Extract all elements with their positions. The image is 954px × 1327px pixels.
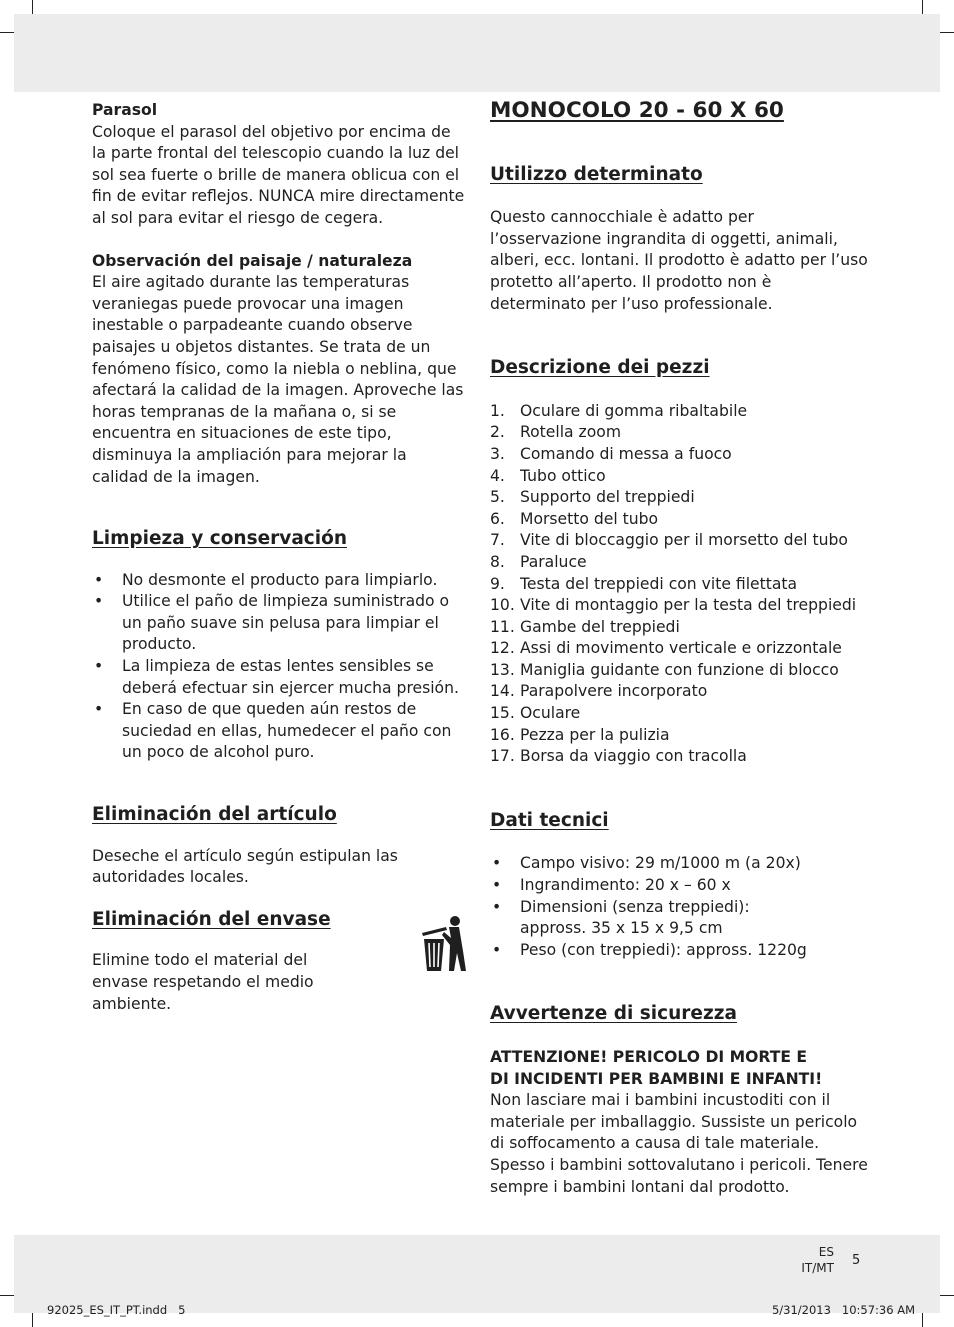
right-column xyxy=(490,100,870,1198)
safety-heading: Avvertenze di sicurezza xyxy=(490,1003,737,1025)
parasol-heading: Parasol xyxy=(92,101,158,119)
parasol-text: Coloque el parasol del objetivo por encima de la parte frontal del telescopio cuando la luz del sol sea fuerte o brille de manera oblicua con el fin de evitar reflejos. NUNCA mire directamente al sol para evitar el riesgo de cegera. xyxy=(92,122,465,227)
left-column xyxy=(92,100,466,1015)
safety-warning: ATTENZIONE! PERICOLO DI MORTE E DI INCIDENTI PER BAMBINI E INFANTI! xyxy=(490,1048,823,1088)
specs-list xyxy=(490,853,870,961)
list-item: 11. Gambe del treppiedi xyxy=(490,617,680,636)
cleaning-heading: Limpieza y conservación xyxy=(92,528,347,550)
disposal-pack-heading: Eliminación del envase xyxy=(92,908,331,930)
list-item: 5. Supporto del treppiedi xyxy=(490,488,695,507)
disposal-item-text: Deseche el artículo según estipulan las autoridades locales. xyxy=(92,846,398,887)
intended-use-text: Questo cannocchiale è adatto per l’osservazione ingrandita di oggetti, animali, alberi, ecc. lontani. Il prodotto è adatto per l’uso protetto all’aperto. Il prodotto non è determinato per l’uso professionale. xyxy=(490,208,868,313)
header-band xyxy=(14,14,940,92)
list-item: 1. Oculare di gomma ribaltabile xyxy=(490,401,748,420)
list-item: 10. Vite di montaggio per la testa del treppiedi xyxy=(490,596,857,615)
language-code: ES IT/MT xyxy=(801,1245,834,1275)
list-item: • Dimensioni (senza treppiedi): appross. 35 x 15 x 9,5 cm xyxy=(492,897,750,938)
list-item: 13. Maniglia guidante con funzione di blocco xyxy=(490,660,839,679)
list-item: • Utilice el paño de limpieza suministrado o un paño suave sin pelusa para limpiar el producto. xyxy=(94,592,450,654)
disposal-item-heading: Eliminación del artículo xyxy=(92,804,337,826)
list-item: • En caso de que queden aún restos de suciedad en ellas, humedecer el paño con un poco de alcohol puro. xyxy=(94,700,452,762)
list-item: • Ingrandimento: 20 x – 60 x xyxy=(492,876,731,895)
list-item: 4. Tubo ottico xyxy=(490,466,606,485)
list-item: 6. Morsetto del tubo xyxy=(490,509,659,528)
list-item: 15. Oculare xyxy=(490,704,581,723)
list-item: 2. Rotella zoom xyxy=(490,423,622,442)
list-item: 17. Borsa da viaggio con tracolla xyxy=(490,747,747,766)
timestamp: 5/31/2013 10:57:36 AM xyxy=(771,1303,915,1317)
list-item: • Peso (con treppiedi): appross. 1220g xyxy=(492,940,807,959)
safety-text: Non lasciare mai i bambini incustoditi con il materiale per imballaggio. Sussiste un pericolo di soffocamento a causa di tale materiale. Spesso i bambini sottovalutano i pericoli. Tenere sempre i bambini lontani dal prodotto. xyxy=(490,1091,868,1196)
disposal-pack-text: Elimine todo el material del envase respetando el medio ambiente. xyxy=(92,951,314,1013)
list-item: 7. Vite di bloccaggio per il morsetto del tubo xyxy=(490,531,848,550)
specs-heading: Dati tecnici xyxy=(490,809,609,831)
list-item: 3. Comando di messa a fuoco xyxy=(490,444,732,463)
parts-list xyxy=(490,401,870,768)
cleaning-list xyxy=(92,570,466,764)
trash-bin-person-icon xyxy=(420,915,466,973)
list-item: 14. Parapolvere incorporato xyxy=(490,682,708,701)
page-number: 5 xyxy=(852,1253,861,1268)
list-item: 8. Paraluce xyxy=(490,552,587,571)
parts-heading: Descrizione dei pezzi xyxy=(490,357,710,379)
list-item: 16. Pezza per la pulizia xyxy=(490,725,670,744)
list-item: 9. Testa del treppiedi con vite filettata xyxy=(490,574,798,593)
list-item: 12. Assi di movimento verticale e orizzontale xyxy=(490,639,842,658)
list-item: • La limpieza de estas lentes sensibles se deberá efectuar sin ejercer mucha presión. xyxy=(94,657,459,697)
page-title: MONOCOLO 20 - 60 X 60 xyxy=(490,98,784,123)
landscape-text: El aire agitado durante las temperaturas veraniegas puede provocar una imagen inestable o parpadeante cuando observe paisajes u objetos distantes. Se trata de un fenómeno físico, como la niebla o neblina, que afectará la calidad de la imagen. Aproveche las horas tempranas de la mañana o, si se encuentra en situaciones de este tipo, disminuya la ampliación para mejorar la calidad de la imagen. xyxy=(92,273,464,486)
file-name: 92025_ES_IT_PT.indd 5 xyxy=(47,1303,186,1317)
list-item: • No desmonte el producto para limpiarlo. xyxy=(94,570,438,589)
intended-use-heading: Utilizzo determinato xyxy=(490,163,703,185)
landscape-heading: Observación del paisaje / naturaleza xyxy=(92,251,413,270)
list-item: • Campo visivo: 29 m/1000 m (a 20x) xyxy=(492,854,801,873)
